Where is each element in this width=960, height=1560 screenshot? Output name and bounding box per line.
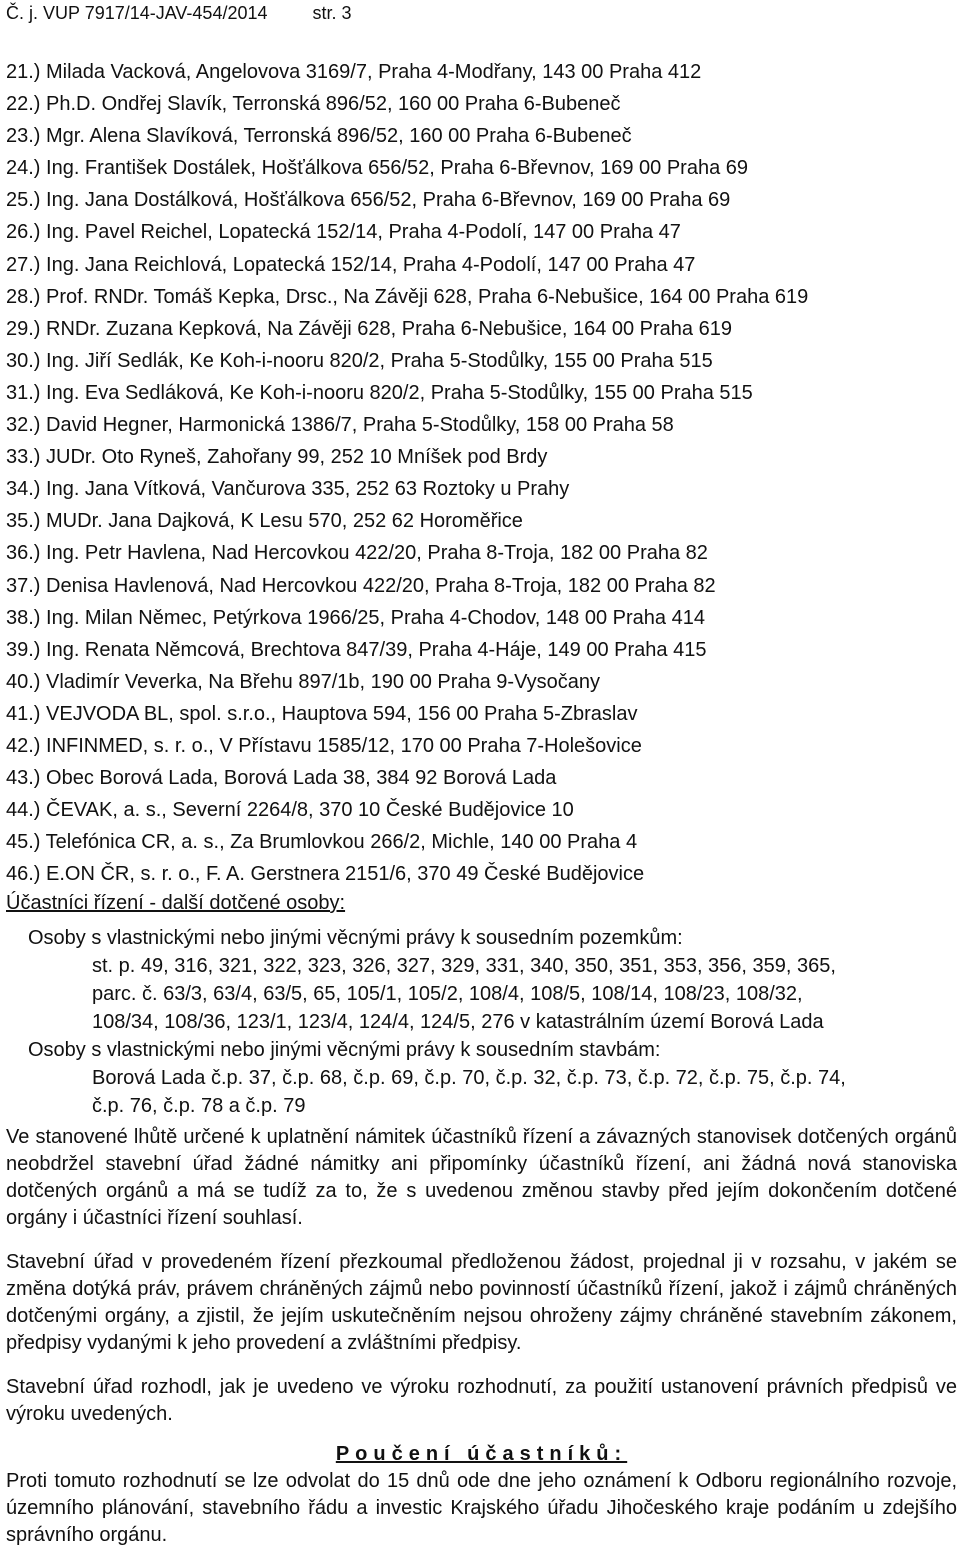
list-item: 22.) Ph.D. Ondřej Slavík, Terronská 896/52, 160 00 Praha 6-Bubeneč <box>6 93 621 116</box>
other-participants-section <box>6 890 956 1120</box>
list-item: 26.) Ing. Pavel Reichel, Lopatecká 152/14, Praha 4-Podolí, 147 00 Praha 47 <box>6 221 681 244</box>
list-item: 24.) Ing. František Dostálek, Hošťálkova 656/52, Praha 6-Břevnov, 169 00 Praha 69 <box>6 157 748 180</box>
notice-heading: Poučení účastníků: <box>335 1443 628 1465</box>
list-item: 46.) E.ON ČR, s. r. o., F. A. Gerstnera 2151/6, 370 49 České Budějovice <box>6 863 645 886</box>
list-item: 38.) Ing. Milan Němec, Petýrkova 1966/25, Praha 4-Chodov, 148 00 Praha 414 <box>6 606 705 629</box>
land-owners-intro: Osoby s vlastnickými nebo jinými věcnými právy k sousedním pozemkům: <box>28 927 683 949</box>
list-item: 45.) Telefónica CR, a. s., Za Brumlovkou 266/2, Michle, 140 00 Praha 4 <box>6 831 638 854</box>
list-item: 33.) JUDr. Oto Ryneš, Zahořany 99, 252 10 Mníšek pod Brdy <box>6 446 548 469</box>
list-item: 29.) RNDr. Zuzana Kepková, Na Závěji 628, Praha 6-Nebušice, 164 00 Praha 619 <box>6 317 732 340</box>
building-numbers-line: č.p. 76, č.p. 78 a č.p. 79 <box>92 1095 306 1117</box>
list-item: 36.) Ing. Petr Havlena, Nad Hercovkou 422/20, Praha 8-Troja, 182 00 Praha 82 <box>6 542 708 565</box>
building-numbers-line: Borová Lada č.p. 37, č.p. 68, č.p. 69, č.p. 70, č.p. 32, č.p. 73, č.p. 72, č.p. 75, č.p. 74, <box>92 1067 846 1089</box>
list-item: 25.) Ing. Jana Dostálková, Hošťálkova 656/52, Praha 6-Břevnov, 169 00 Praha 69 <box>6 189 731 212</box>
land-parcels-line: st. p. 49, 316, 321, 322, 323, 326, 327, 329, 331, 340, 350, 351, 353, 356, 359, 365, <box>92 955 836 977</box>
land-parcels-line: 108/34, 108/36, 123/1, 123/4, 124/4, 124/5, 276 v katastrálním území Borová Lada <box>92 1011 824 1033</box>
list-item: 43.) Obec Borová Lada, Borová Lada 38, 384 92 Borová Lada <box>6 767 557 790</box>
list-item: 28.) Prof. RNDr. Tomáš Kepka, Drsc., Na Závěji 628, Praha 6-Nebušice, 164 00 Praha 619 <box>6 285 809 308</box>
list-item: 37.) Denisa Havlenová, Nad Hercovkou 422/20, Praha 8-Troja, 182 00 Praha 82 <box>6 574 716 597</box>
paragraph-objections: Ve stanovené lhůtě určené k uplatnění námitek účastníků řízení a závazných stanovisek dotčených orgánů neobdržel stavební úřad žádné námitky ani připomínky účastníků řízení, ani žádná nová stanoviska dotčených orgánů a má se tudíž za to, že s uvedenou změnou stavby před jejím dokončením dotčené orgány i účastníci řízení souhlasí. <box>6 1126 957 1229</box>
paragraph-decision: Stavební úřad rozhodl, jak je uvedeno ve výroku rozhodnutí, za použití ustanovení právních předpisů ve výroku uvedených. <box>6 1376 957 1425</box>
reasoning-paragraphs <box>6 1124 957 1549</box>
land-parcels-line: parc. č. 63/3, 63/4, 63/5, 65, 105/1, 105/2, 108/4, 108/5, 108/14, 108/23, 108/32, <box>92 983 803 1005</box>
participants-list <box>6 56 956 890</box>
list-item: 39.) Ing. Renata Němcová, Brechtova 847/39, Praha 4-Háje, 149 00 Praha 415 <box>6 638 707 661</box>
paragraph-review: Stavební úřad v provedeném řízení přezkoumal předloženou žádost, projednal ji v rozsahu, v jakém se změna dotýká práv, právem chráněných zájmů nebo povinností účastníků řízení, jakož i zájmů chráněných dotčenými orgány, a zjistil, že jejím uskutečněním nejsou ohroženy zájmy chráněné stavebním zákonem, předpisy vydanými k jeho provedení a zvláštními předpisy. <box>6 1251 957 1354</box>
list-item: 44.) ČEVAK, a. s., Severní 2264/8, 370 10 České Budějovice 10 <box>6 799 574 822</box>
building-owners-intro: Osoby s vlastnickými nebo jinými věcnými právy k sousedním stavbám: <box>28 1039 661 1061</box>
case-reference: Č. j. VUP 7917/14-JAV-454/2014 <box>6 3 268 23</box>
notice-text: Proti tomuto rozhodnutí se lze odvolat do 15 dnů ode dne jeho oznámení k Odboru regionálního rozvoje, územního plánování, stavebního řádu a investic Krajského úřadu Jihočeského kraje podáním u zdejšího správního orgánu. <box>6 1470 957 1546</box>
list-item: 41.) VEJVODA BL, spol. s.r.o., Hauptova 594, 156 00 Praha 5-Zbraslav <box>6 702 638 725</box>
list-item: 30.) Ing. Jiří Sedlák, Ke Koh-i-nooru 820/2, Praha 5-Stodůlky, 155 00 Praha 515 <box>6 349 713 372</box>
page-number: str. 3 <box>312 3 352 23</box>
list-item: 21.) Milada Vacková, Angelovova 3169/7, Praha 4-Modřany, 143 00 Praha 412 <box>6 61 702 83</box>
list-item: 27.) Ing. Jana Reichlová, Lopatecká 152/14, Praha 4-Podolí, 147 00 Praha 47 <box>6 253 696 276</box>
list-item: 34.) Ing. Jana Vítková, Vančurova 335, 252 63 Roztoky u Prahy <box>6 478 570 501</box>
list-item: 42.) INFINMED, s. r. o., V Přístavu 1585/12, 170 00 Praha 7-Holešovice <box>6 734 642 757</box>
list-item: 35.) MUDr. Jana Dajková, K Lesu 570, 252 62 Horoměřice <box>6 510 523 533</box>
list-item: 31.) Ing. Eva Sedláková, Ke Koh-i-nooru 820/2, Praha 5-Stodůlky, 155 00 Praha 515 <box>6 381 753 404</box>
document-header <box>6 2 352 24</box>
list-item: 40.) Vladimír Veverka, Na Břehu 897/1b, 190 00 Praha 9-Vysočany <box>6 670 601 693</box>
section-heading: Účastníci řízení - další dotčené osoby: <box>6 892 346 914</box>
list-item: 32.) David Hegner, Harmonická 1386/7, Praha 5-Stodůlky, 158 00 Praha 58 <box>6 414 674 437</box>
list-item: 23.) Mgr. Alena Slavíková, Terronská 896/52, 160 00 Praha 6-Bubeneč <box>6 125 632 148</box>
